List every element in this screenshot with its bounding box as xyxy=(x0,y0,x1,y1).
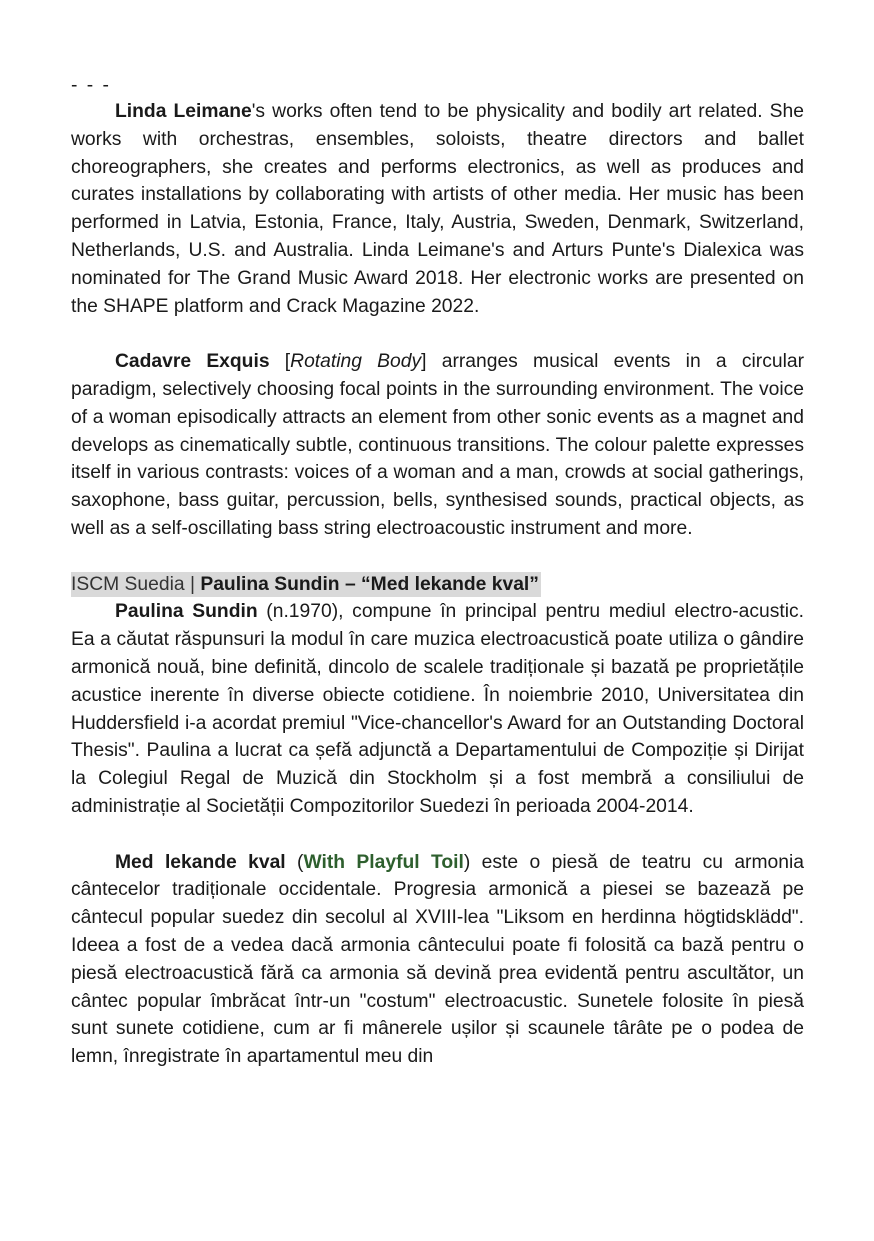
document-page xyxy=(71,74,804,1071)
work-title: Cadavre Exquis xyxy=(115,351,270,373)
work-english-title: With Playful Toil xyxy=(303,851,464,873)
work-paragraph xyxy=(71,849,804,1071)
composer-name: Linda Leimane xyxy=(115,101,252,122)
composer-name: Paulina Sundin xyxy=(115,601,258,623)
leimane-bio-paragraph xyxy=(71,98,804,320)
work-subtitle: Rotating Body xyxy=(290,351,422,373)
work-title: Med lekande kval xyxy=(115,851,286,873)
cadavre-paragraph xyxy=(71,348,804,543)
section-separator: - - - xyxy=(71,75,111,96)
bracket-close: ] xyxy=(421,351,427,373)
heading-highlight xyxy=(71,572,541,597)
paragraph-gap xyxy=(71,320,804,348)
paragraph-gap xyxy=(71,821,804,849)
sundin-bio-text: (n.1970), compune în principal pentru mediul electro-acustic. Ea a căutat răspunsuri la modul în care muzica electroacustică poate utiliza o gândire armonică nouă, bine definită, dincolo de scalele tradiționale și bazată pe proprietățile acustice inerente în diverse obiecte cotidiene. În noiembrie 2010, Universitatea din Huddersfield i-a acordat premiul "Vice-chancellor's Award for an Outstanding Doctoral Thesis". Paulina a lucrat ca șefă adjunctă a Departamentului de Compoziție și Dirijat la Colegiul Regal de Muzică din Stockholm și a fost membră a consiliului de administrație al Societății Compozitorilor Suedezi în perioada 2004-2014. xyxy=(71,601,804,817)
paragraph-gap xyxy=(71,543,804,571)
section-heading xyxy=(71,571,804,599)
sundin-bio-paragraph xyxy=(71,598,804,820)
paren-open: ( xyxy=(285,851,304,873)
work-text: este o piesă de teatru cu armonia cântecelor tradiționale occidentale. Progresia armonică a piesei se bazează pe cântecul popular suedez din secolul al XVIII-lea "Liksom en herdinna högtidsklädd". Ideea a fost de a vedea dacă armonia cântecului poate fi folosită ca bază pentru o piesă electroacustică fără ca armonia să devină prea evidentă pentru ascultător, un cântec popular îmbrăcat într-un "costum" electroacustic. Sunetele folosite în piesă sunt sunete cotidiene, cum ar fi mânerele ușilor și scaunele târâte pe o podea de lemn, înregistrate în apartamentul meu din xyxy=(71,851,804,1068)
cadavre-text: arranges musical events in a circular paradigm, selectively choosing focal points in the surrounding environment. The voice of a woman episodically attracts an element from other sonic events as a magnet and develops as cinematically subtle, continuous transitions. The colour palette expresses itself in various contrasts: voices of a woman and a man, crowds at social gatherings, saxophone, bass guitar, percussion, bells, synthesised sounds, practical objects, as well as a self-oscillating bass string electroacoustic instrument and more. xyxy=(71,351,804,539)
paren-close: ) xyxy=(463,851,471,873)
bracket-open: [ xyxy=(269,351,291,373)
heading-composer-work: Paulina Sundin – “Med lekande kval” xyxy=(200,573,539,595)
heading-organization: ISCM Suedia | xyxy=(71,573,201,595)
leimane-bio-text: 's works often tend to be physicality and bodily art related. She works with orchestras, ensembles, soloists, theatre directors and ballet choreographers, she creates and performs electronics, as well as produces and curates installations by collaborating with artists of other media. Her music has been performed in Latvia, Estonia, France, Italy, Austria, Sweden, Denmark, Switzerland, Netherlands, U.S. and Australia. Linda Leimane's and Arturs Punte's Dialexica was nominated for The Grand Music Award 2018. Her electronic works are presented on the SHAPE platform and Crack Magazine 2022. xyxy=(71,101,804,317)
